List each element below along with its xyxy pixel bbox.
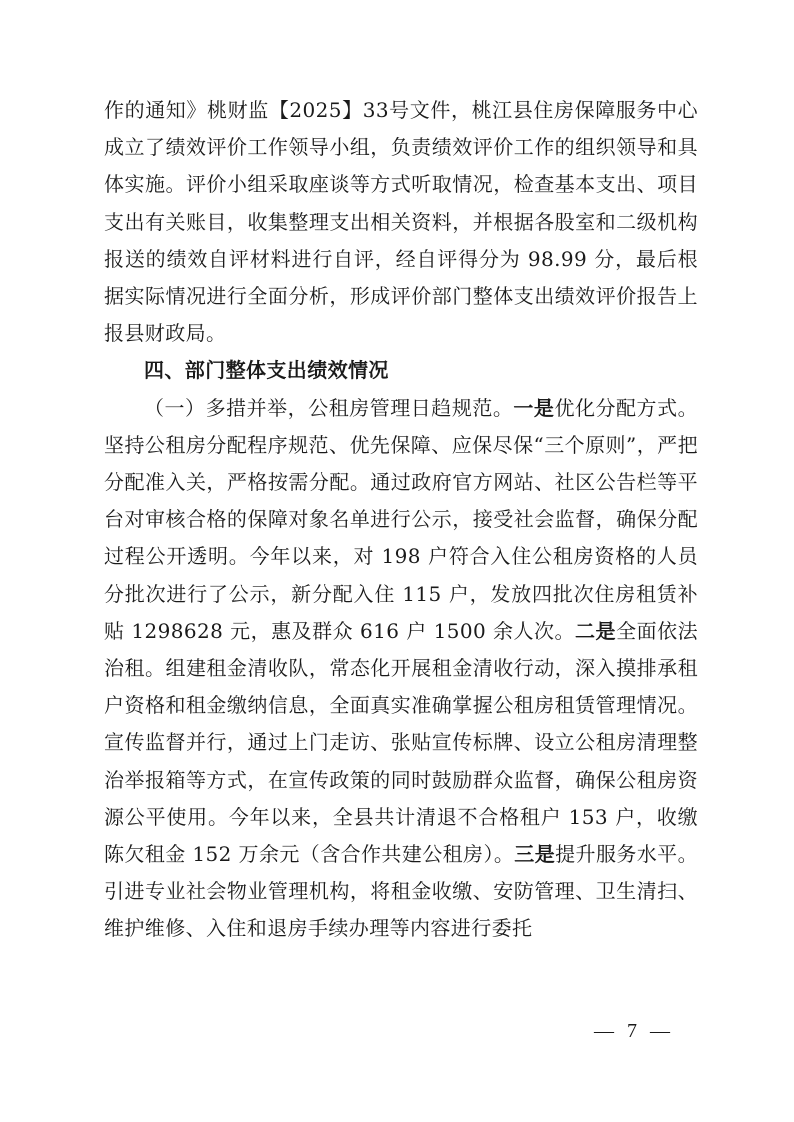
point-2-marker: 二是	[575, 618, 617, 643]
paragraph-evaluation-process: 作的通知》桃财监【2025】33号文件，桃江县住房保障服务中心成立了绩效评价工作领导小组，负责绩效评价工作的组织领导和具体实施。评价小组采取座谈等方式听取情况，检查基本支出、项目支出有关账目，收集整理支出相关资料，并根据各股室和二级机构报送的绩效自评材料进行自评，经自评得分为 98.99 分，最后根据实际情况进行全面分析，形成评价部门整体支出绩效评价报告上报县财政局。	[104, 98, 698, 346]
point-3-text: 提升服务水平。引进专业社会物业管理机构，将租金收缴、安防管理、卫生清扫、维护维修、入住和退房手续办理等内容进行委托	[104, 842, 698, 941]
point-1-marker: 一是	[513, 395, 555, 420]
point-2-text: 全面依法治租。组建租金清收队，常态化开展租金清收行动，深入摸排承租户资格和租金缴纳信息，全面真实准确掌握公租房租赁管理情况。宣传监督并行，通过上门走访、张贴宣传标牌、设立公租房清理整治举报箱等方式，在宣传政策的同时鼓励群众监督，确保公租房资源公平使用。今年以来，全县共计清退不合格租户 153 户，收缴陈欠租金 152 万余元（含合作共建公租房）。	[104, 618, 699, 867]
body-text	[104, 92, 698, 948]
point-1-text: 优化分配方式。坚持公租房分配程序规范、优先保障、应保尽保“三个原则”，严把分配准入关，严格按需分配。通过政府官方网站、社区公告栏等平台对审核合格的保障对象名单进行公示，接受社会监督，确保分配过程公开透明。今年以来，对 198 户符合入住公租房资格的人员分批次进行了公示，新分配入住 115 户，发放四批次住房租赁补贴 1298628 元，惠及群众 616 户 1500 余人次。	[104, 395, 698, 643]
point-3-marker: 三是	[514, 842, 556, 867]
paragraph-public-rental-housing	[104, 390, 698, 948]
page-number: — 7 —	[594, 1020, 674, 1042]
subheading: （一）多措并举，公租房管理日趋规范。	[144, 395, 514, 420]
section-heading: 四、部门整体支出绩效情况	[144, 358, 389, 383]
